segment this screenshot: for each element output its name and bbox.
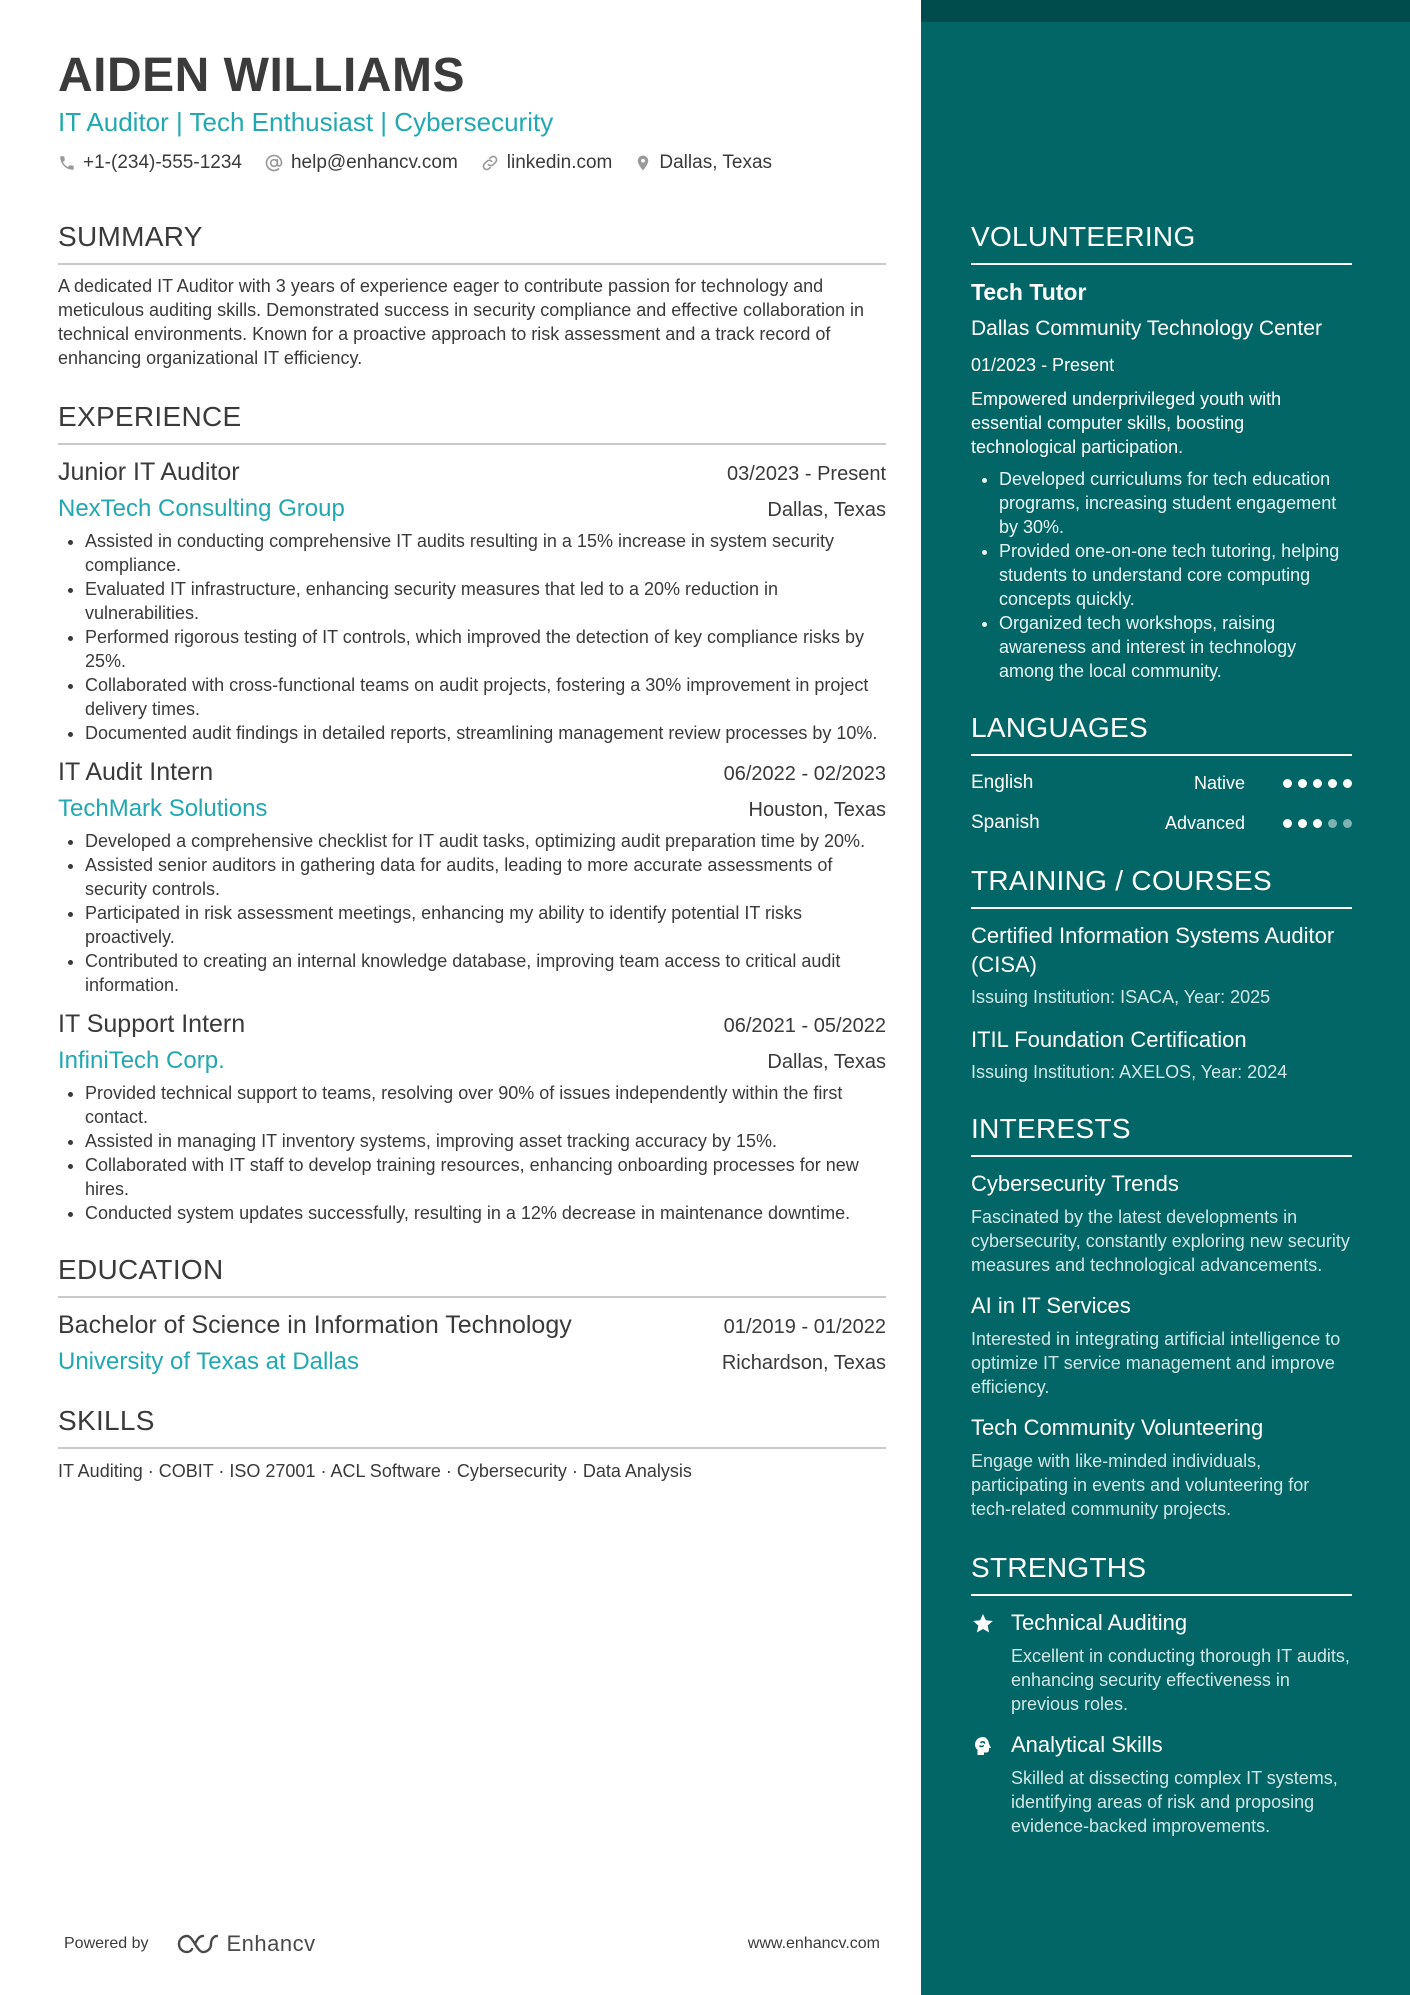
job-location: Dallas, Texas — [767, 499, 886, 521]
job-bullet: • Evaluated IT infrastructure, enhancing security measures that led to a 20% reduction in vulnerabilities. — [85, 577, 886, 625]
language-rating — [1277, 819, 1352, 828]
job-company: NexTech Consulting Group — [58, 495, 345, 522]
strength-title: Technical Auditing — [1011, 1610, 1188, 1635]
job-location: Houston, Texas — [748, 799, 886, 821]
sidebar-top-band — [921, 0, 1410, 22]
job-bullet: • Assisted senior auditors in gathering data for audits, leading to more accurate assessments of security controls. — [85, 853, 886, 901]
rating-dot-filled — [1298, 779, 1307, 788]
job-entry — [58, 755, 886, 997]
language-name: Spanish — [971, 812, 1040, 833]
contact-location — [634, 152, 772, 174]
languages-section — [971, 711, 1352, 836]
rating-dot-empty — [1328, 819, 1337, 828]
strengths-divider — [971, 1594, 1352, 1596]
job-entry — [58, 455, 886, 745]
email-text: help@enhancv.com — [290, 152, 458, 173]
job-bullet: • Performed rigorous testing of IT controls, which improved the detection of key compliance risks by 25%. — [85, 625, 886, 673]
strength-item — [971, 1730, 1352, 1838]
job-role: IT Audit Intern — [58, 758, 214, 786]
phone-icon — [58, 154, 76, 172]
volunteering-heading: VOLUNTEERING — [971, 221, 1196, 252]
job-bullet: • Developed a comprehensive checklist for IT audit tasks, optimizing audit preparation time by 20%. — [85, 829, 886, 853]
languages-divider — [971, 754, 1352, 756]
experience-section — [58, 400, 886, 1225]
education-section — [58, 1253, 886, 1378]
skills-section — [58, 1404, 886, 1483]
interest-text: Fascinated by the latest developments in cybersecurity, constantly exploring new security measures and technological advancements. — [971, 1207, 1350, 1275]
volunteering-bullet: • Developed curriculums for tech education programs, increasing student engagement by 30%. — [999, 467, 1352, 539]
skills-list: IT Auditing · COBIT · ISO 27001 · ACL Software · Cybersecurity · Data Analysis — [58, 1461, 692, 1481]
training-divider — [971, 907, 1352, 909]
interests-divider — [971, 1155, 1352, 1157]
course-issuer: Issuing Institution: AXELOS, Year: 2024 — [971, 1062, 1288, 1082]
experience-heading: EXPERIENCE — [58, 401, 242, 432]
volunteering-role: Tech Tutor — [971, 279, 1087, 305]
job-company: InfiniTech Corp. — [58, 1047, 225, 1074]
language-rating — [1277, 779, 1352, 788]
candidate-name: AIDEN WILLIAMS — [58, 49, 465, 102]
education-heading: EDUCATION — [58, 1254, 224, 1285]
powered-by — [64, 1931, 316, 1957]
at-sign-icon — [264, 153, 284, 173]
job-dates: 06/2022 - 02/2023 — [723, 763, 886, 785]
job-bullets — [58, 529, 886, 745]
contact-phone[interactable] — [58, 152, 242, 174]
volunteering-section — [971, 220, 1352, 683]
course-issuer: Issuing Institution: ISACA, Year: 2025 — [971, 987, 1271, 1007]
education-divider — [58, 1296, 886, 1298]
location-pin-icon — [634, 153, 652, 173]
course-title: ITIL Foundation Certification — [971, 1027, 1247, 1052]
enhancv-brand[interactable] — [175, 1931, 316, 1957]
summary-heading: SUMMARY — [58, 221, 203, 252]
phone-text: +1-(234)-555-1234 — [83, 152, 242, 173]
job-entry — [58, 1007, 886, 1225]
volunteering-divider — [971, 263, 1352, 265]
contact-linkedin[interactable] — [480, 152, 613, 174]
interest-text: Engage with like-minded individuals, participating in events and volunteering for tech-related community projects. — [971, 1451, 1310, 1519]
interest-title: Tech Community Volunteering — [971, 1415, 1264, 1440]
job-dates: 03/2023 - Present — [727, 463, 886, 485]
job-location: Dallas, Texas — [767, 1051, 886, 1073]
contact-email[interactable] — [264, 152, 458, 174]
education-dates: 01/2019 - 01/2022 — [723, 1316, 886, 1338]
rating-dot-filled — [1283, 779, 1292, 788]
interests-section — [971, 1112, 1352, 1521]
training-heading: TRAINING / COURSES — [971, 865, 1272, 896]
volunteering-bullet: • Provided one-on-one tech tutoring, helping students to understand core computing concepts quickly. — [999, 539, 1352, 611]
linkedin-text: linkedin.com — [506, 152, 613, 173]
job-bullet: • Collaborated with IT staff to develop training resources, enhancing onboarding processes for new hires. — [85, 1153, 886, 1201]
interest-text: Interested in integrating artificial intelligence to optimize IT service management and improve efficiency. — [971, 1329, 1341, 1397]
website-link[interactable]: www.enhancv.com — [747, 1935, 880, 1952]
job-dates: 06/2021 - 05/2022 — [723, 1015, 886, 1037]
location-text: Dallas, Texas — [659, 152, 773, 173]
job-bullet: • Provided technical support to teams, resolving over 90% of issues independently within the first contact. — [85, 1081, 886, 1129]
rating-dot-filled — [1313, 819, 1322, 828]
powered-by-label: Powered by — [64, 1935, 149, 1952]
rating-dot-filled — [1343, 779, 1352, 788]
footer — [64, 1928, 880, 1960]
education-degree: Bachelor of Science in Information Technology — [58, 1311, 572, 1339]
summary-section — [58, 220, 886, 370]
volunteering-bullets — [971, 467, 1352, 683]
job-bullet: • Participated in risk assessment meetings, enhancing my ability to identify potential IT risks proactively. — [85, 901, 886, 949]
job-bullet: • Conducted system updates successfully, resulting in a 12% decrease in maintenance downtime. — [85, 1201, 886, 1225]
skills-heading: SKILLS — [58, 1405, 155, 1436]
volunteering-bullet: • Organized tech workshops, raising awareness and interest in technology among the local community. — [999, 611, 1352, 683]
strengths-section — [971, 1551, 1352, 1838]
job-bullet: • Assisted in conducting comprehensive IT audits resulting in a 15% increase in system security compliance. — [85, 529, 886, 577]
job-company: TechMark Solutions — [58, 795, 268, 822]
star-icon — [971, 1612, 995, 1636]
interest-title: Cybersecurity Trends — [971, 1171, 1179, 1196]
education-location: Richardson, Texas — [721, 1352, 886, 1374]
interests-heading: INTERESTS — [971, 1113, 1131, 1144]
education-entry — [58, 1308, 886, 1378]
volunteering-dates: 01/2023 - Present — [971, 355, 1115, 375]
rating-dot-filled — [1283, 819, 1292, 828]
interest-title: AI in IT Services — [971, 1293, 1131, 1318]
job-bullets — [58, 829, 886, 997]
strength-text: Excellent in conducting thorough IT audits, enhancing security effectiveness in previous roles. — [1011, 1646, 1350, 1714]
language-level: Native — [1193, 773, 1245, 793]
volunteering-description: Empowered underprivileged youth with essential computer skills, boosting technological participation. — [971, 389, 1282, 457]
summary-text: A dedicated IT Auditor with 3 years of experience eager to contribute passion for technology and meticulous auditing skills. Demonstrated success in security compliance and effective collaboration in technical environments. Known for a proactive approach to risk assessment and a track record of enhancing organizational IT efficiency. — [58, 276, 865, 368]
languages-heading: LANGUAGES — [971, 712, 1148, 743]
job-role: Junior IT Auditor — [58, 458, 240, 486]
strengths-heading: STRENGTHS — [971, 1552, 1147, 1583]
rating-dot-filled — [1298, 819, 1307, 828]
job-role: IT Support Intern — [58, 1010, 246, 1038]
strength-text: Skilled at dissecting complex IT systems, identifying areas of risk and proposing evidence-backed improvements. — [1011, 1768, 1338, 1836]
brain-icon — [971, 1734, 995, 1758]
rating-dot-empty — [1343, 819, 1352, 828]
contact-bar — [58, 152, 886, 174]
enhancv-logo-icon — [175, 1932, 221, 1956]
candidate-tagline: IT Auditor | Tech Enthusiast | Cybersecurity — [58, 107, 554, 137]
education-school: University of Texas at Dallas — [58, 1348, 360, 1375]
strength-title: Analytical Skills — [1011, 1732, 1163, 1757]
skills-divider — [58, 1447, 886, 1449]
link-icon — [480, 153, 500, 173]
training-section — [971, 864, 1352, 1084]
strength-item — [971, 1608, 1352, 1716]
language-row — [971, 770, 1352, 796]
volunteering-org: Dallas Community Technology Center — [971, 317, 1322, 340]
summary-divider — [58, 263, 886, 265]
job-bullet: • Contributed to creating an internal knowledge database, improving team access to critical audit information. — [85, 949, 886, 997]
job-bullet: • Collaborated with cross-functional teams on audit projects, fostering a 30% improvement in project delivery times. — [85, 673, 886, 721]
course-title: Certified Information Systems Auditor (CISA) — [971, 923, 1335, 977]
rating-dot-filled — [1328, 779, 1337, 788]
job-bullet: • Documented audit findings in detailed reports, streamlining management review processes by 10%. — [85, 721, 886, 745]
enhancv-brand-text: Enhancv — [226, 1931, 316, 1956]
language-name: English — [971, 772, 1034, 793]
main-column — [58, 48, 886, 1483]
job-bullets — [58, 1081, 886, 1225]
rating-dot-filled — [1313, 779, 1322, 788]
language-row — [971, 810, 1352, 836]
job-bullet: • Assisted in managing IT inventory systems, improving asset tracking accuracy by 15%. — [85, 1129, 886, 1153]
sidebar-column — [971, 220, 1352, 1838]
experience-divider — [58, 443, 886, 445]
language-level: Advanced — [1164, 813, 1245, 833]
